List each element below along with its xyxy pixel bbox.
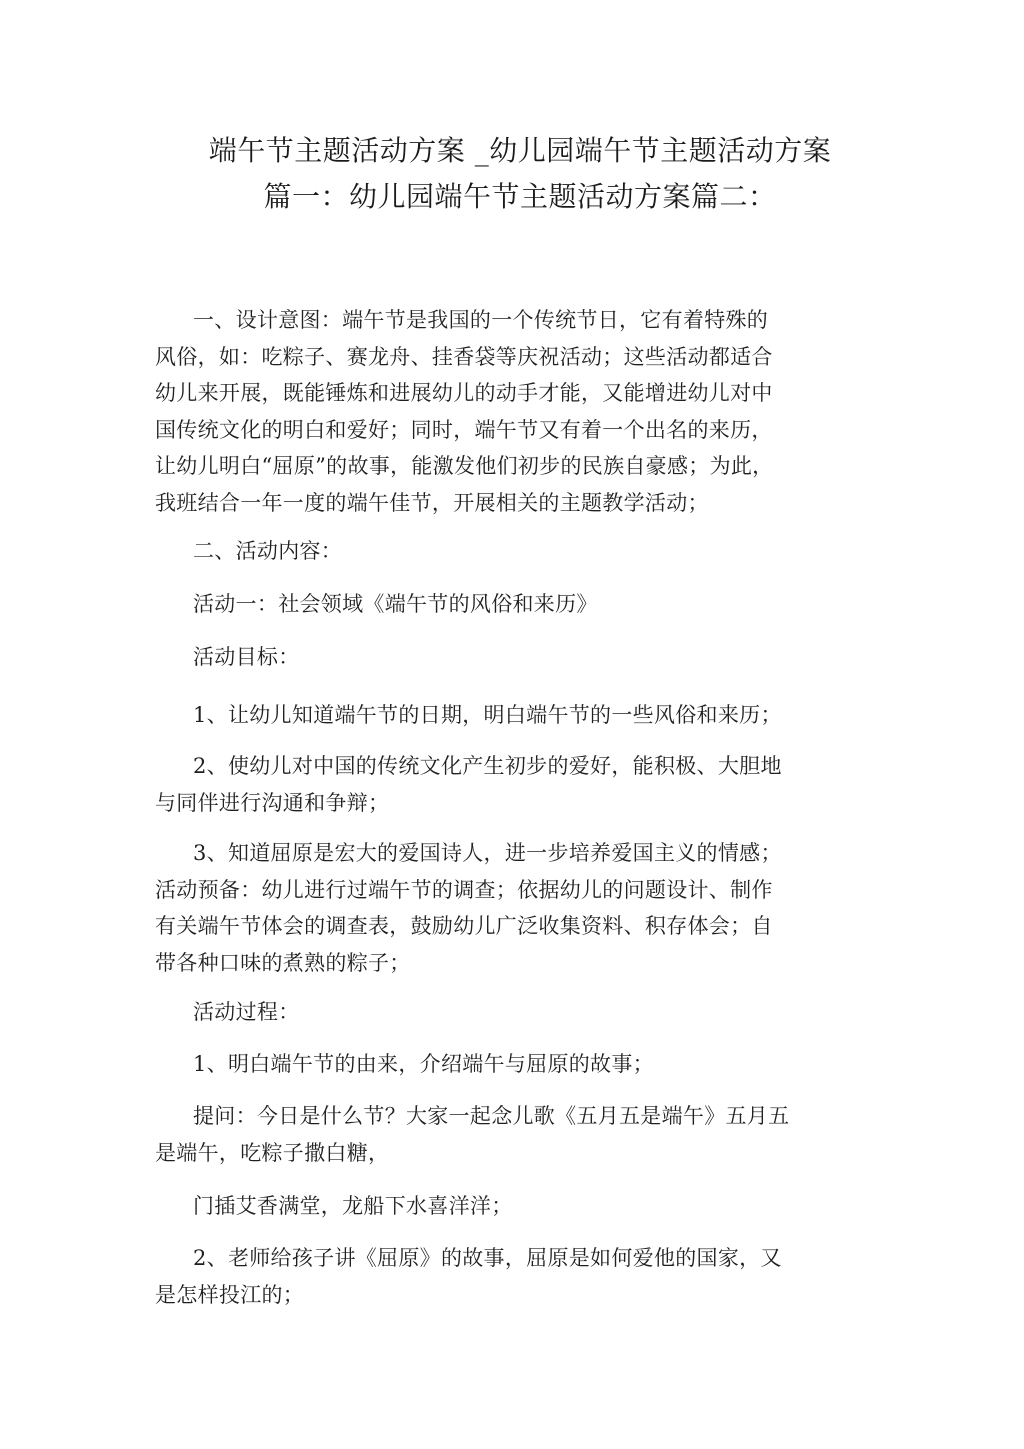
section-heading-activity-content xyxy=(155,533,825,570)
text-line: 活动目标： xyxy=(193,645,300,669)
text-line: 门插艾香满堂，龙船下水喜洋洋； xyxy=(193,1194,513,1218)
goal-item-3 xyxy=(155,835,825,981)
rhyme-line xyxy=(155,1188,825,1225)
activity-process-heading xyxy=(155,994,825,1031)
process-item-2 xyxy=(155,1240,825,1313)
text-line: 3、知道屈原是宏大的爱国诗人，进一步培养爱国主义的情感； xyxy=(193,841,782,865)
process-item-1 xyxy=(155,1046,825,1083)
text-line: 活动预备：幼儿进行过端午节的调查；依据幼儿的问题设计、制作 xyxy=(155,877,773,902)
paragraph-design-intent xyxy=(155,302,825,521)
text-line: 带各种口味的煮熟的粽子； xyxy=(155,950,411,975)
text-line: 活动一：社会领域《端午节的风俗和来历》 xyxy=(193,592,598,616)
title-line-2: 篇一：幼儿园端午节主题活动方案篇二： xyxy=(263,180,777,213)
text-line: 是端午，吃粽子撒白糖， xyxy=(155,1140,390,1165)
activity-one-heading xyxy=(155,586,825,623)
text-line: 是怎样投江的； xyxy=(155,1282,305,1307)
text-line: 幼儿来开展，既能锤炼和进展幼儿的动手才能，又能增进幼儿对中 xyxy=(155,381,773,405)
document-title xyxy=(150,128,890,220)
text-line: 2、使幼儿对中国的传统文化产生初步的爱好，能积极、大胆地 xyxy=(193,754,782,778)
text-line: 风俗，如：吃粽子、赛龙舟、挂香袋等庆祝活动；这些活动都适合 xyxy=(155,344,773,369)
text-line: 一、设计意图：端午节是我国的一个传统节日，它有着特殊的 xyxy=(193,308,769,332)
text-line: 有关端午节体会的调查表，鼓励幼儿广泛收集资料、积存体会；自 xyxy=(155,914,773,938)
text-line: 二、活动内容： xyxy=(193,539,343,563)
text-line: 与同伴进行沟通和争辩； xyxy=(155,790,390,815)
text-line: 2、老师给孩子讲《屈原》的故事，屈原是如何爱他的国家，又 xyxy=(193,1246,782,1270)
title-line-1: 端午节主题活动方案 _幼儿园端午节主题活动方案 xyxy=(208,134,832,167)
activity-goals-heading xyxy=(155,639,825,676)
text-line: 活动过程： xyxy=(193,1000,300,1024)
goal-item-2 xyxy=(155,748,825,821)
text-line: 国传统文化的明白和爱好；同时，端午节又有着一个出名的来历， xyxy=(155,417,773,442)
question-paragraph xyxy=(155,1098,825,1171)
text-line: 我班结合一年一度的端午佳节，开展相关的主题教学活动； xyxy=(155,490,709,515)
text-line: 1、明白端午节的由来，介绍端午与屈原的故事； xyxy=(193,1052,654,1076)
goal-item-1 xyxy=(155,697,825,734)
text-line: 1、让幼儿知道端午节的日期，明白端午节的一些风俗和来历； xyxy=(193,703,782,727)
text-line: 提问：今日是什么节？大家一起念儿歌《五月五是端午》五月五 xyxy=(193,1104,790,1128)
text-line: 让幼儿明白“屈原”的故事，能激发他们初步的民族自豪感；为此， xyxy=(155,454,774,478)
